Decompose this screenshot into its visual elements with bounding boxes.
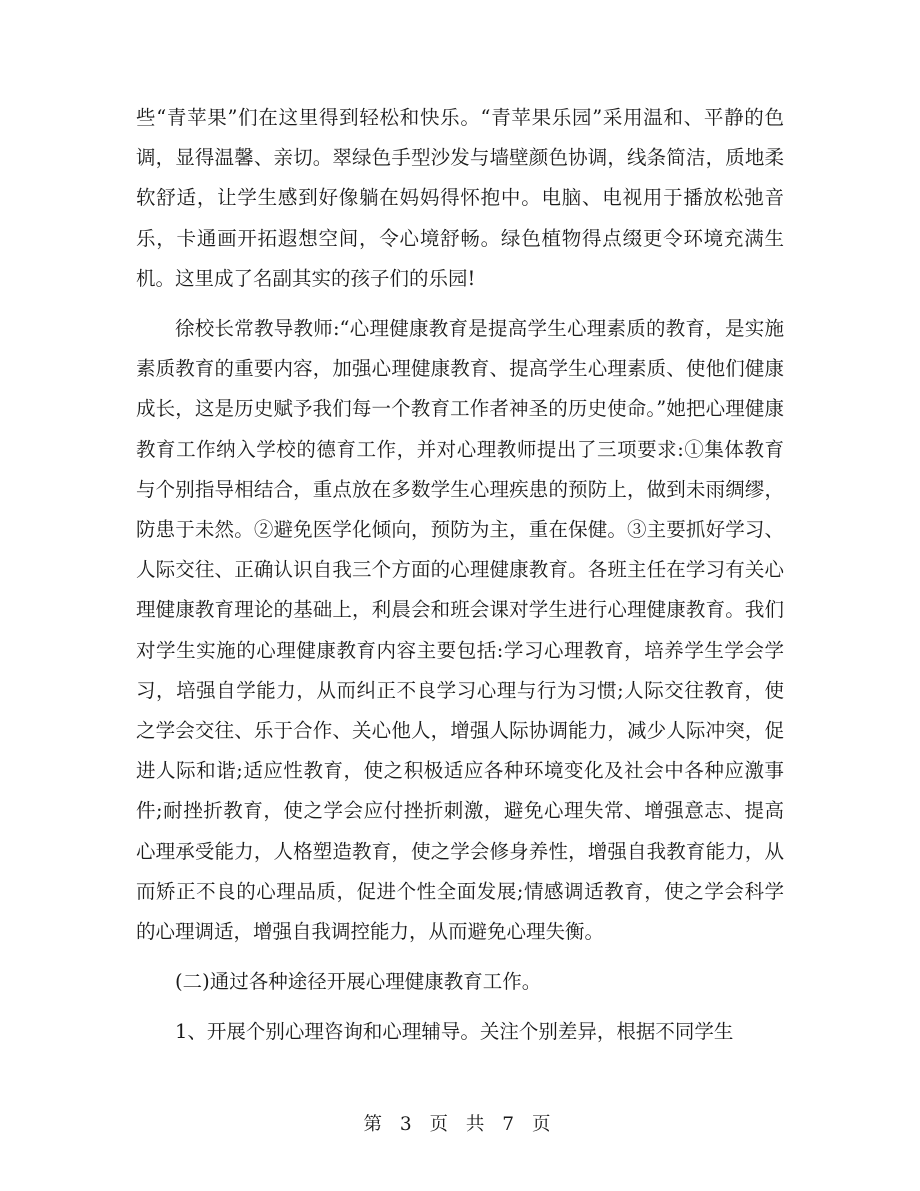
page-number-footer: 第 3 页 共 7 页 [363, 1114, 557, 1135]
paragraph-continuation: 些“青苹果”们在这里得到轻松和快乐。“青苹果乐园”采用温和、平静的色调，显得温馨、亲切。翠绿色手型沙发与墙壁颜色协调，线条简洁，质地柔软舒适，让学生感到好像躺在妈妈得怀抱中。电脑、电视用于播放松弛音乐，卡通画开拓遐想空间，令心境舒畅。绿色植物得点缀更令环境充满生机。这里成了名副其实的孩子们的乐园! [136, 106, 784, 290]
section-heading-approaches: (二)通过各种途径开展心理健康教育工作。 [175, 970, 542, 994]
paragraph-principal-requirements: 徐校长常教导教师:“心理健康教育是提高学生心理素质的教育，是实施素质教育的重要内容，加强心理健康教育、提高学生心理素质、使他们健康成长，这是历史赋予我们每一个教育工作者神圣的历史使命。”她把心理健康教育工作纳入学校的德育工作，并对心理教师提出了三项要求:①集体教育与个别指导相结合，重点放在多数学生心理疾患的预防上，做到未雨绸缪，防患于未然。②避免医学化倾向，预防为主，重在保健。③主要抓好学习、人际交往、正确认识自我三个方面的心理健康教育。各班主任在学习有关心理健康教育理论的基础上，利晨会和班会课对学生进行心理健康教育。我们对学生实施的心理健康教育内容主要包括:学习心理教育，培养学生学会学习，培强自学能力，从而纠正不良学习心理与行为习惯;人际交往教育，使之学会交往、乐于合作、关心他人，增强人际协调能力，减少人际冲突，促进人际和谐;适应性教育，使之积极适应各种环境变化及社会中各种应激事件;耐挫折教育，使之学会应付挫折刺激，避免心理失常、增强意志、提高心理承受能力，人格塑造教育，使之学会修身养性，增强自我教育能力，从而矫正不良的心理品质，促进个性全面发展;情感调适教育，使之学会科学的心理调适，增强自我调控能力，从而避免心理失衡。 [136, 317, 784, 944]
paragraph-individual-counseling: 1、开展个别心理咨询和心理辅导。关注个别差异，根据不同学生 [175, 1020, 734, 1044]
document-body [136, 98, 784, 1063]
